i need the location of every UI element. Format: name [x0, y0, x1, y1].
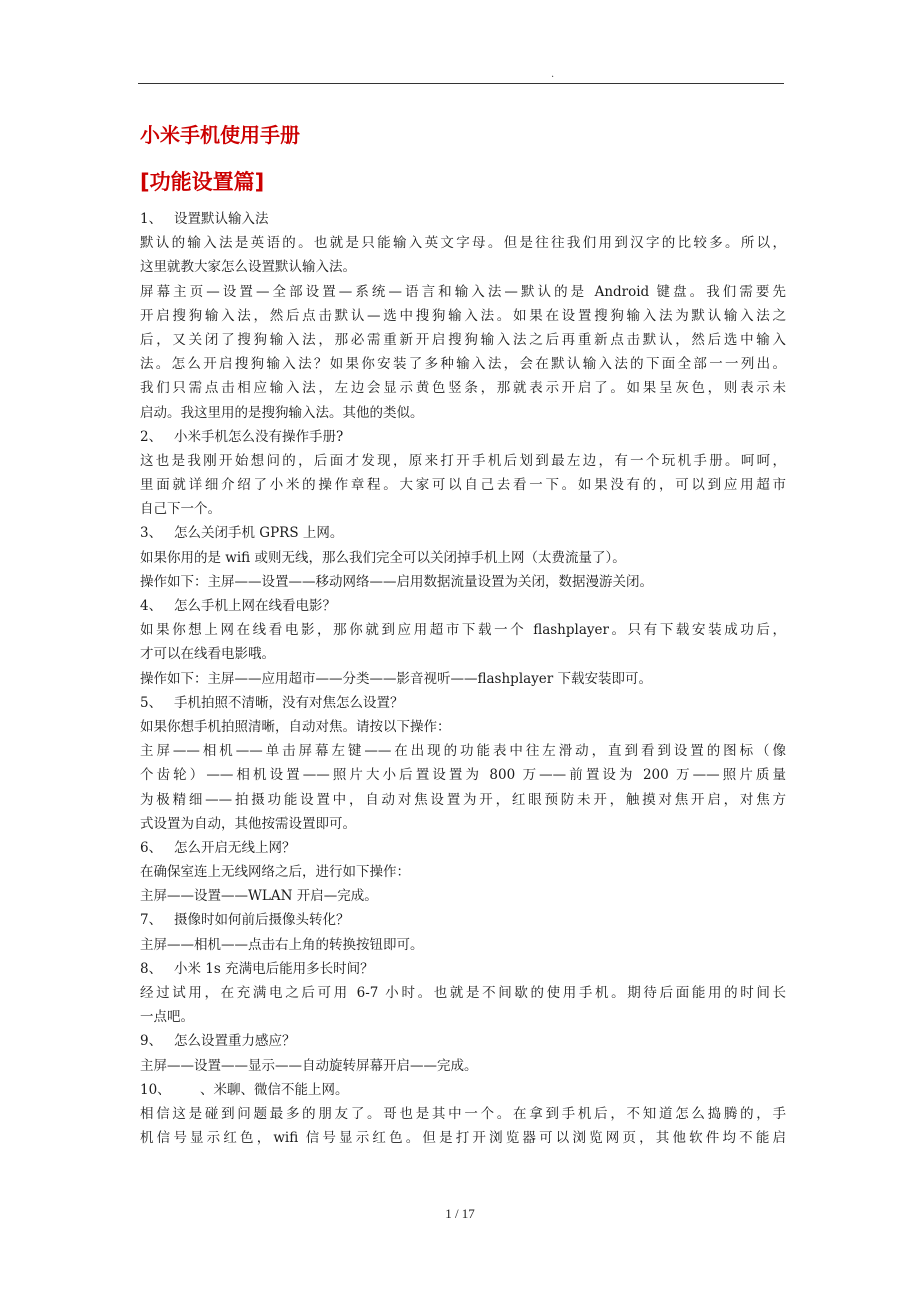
question-number: 8、 [140, 960, 163, 977]
paragraph-line: 主屏——设置——WLAN 开启—完成。 [140, 888, 378, 905]
question-text: 、米聊、微信不能上网。 [200, 1081, 349, 1098]
section-title: [功能设置篇] [140, 170, 265, 194]
paragraph-line: 主屏——设置——显示——自动旋转屏幕开启——完成。 [140, 1057, 478, 1074]
question-heading [140, 908, 786, 932]
question-number: 6、 [140, 839, 163, 856]
question-text: 怎么设置重力感应？ [174, 1033, 296, 1050]
paragraph-line: 我们只需点击相应输入法，左边会显示黄色竖条，那就表示开启了。如果呈灰色，则表示未 [140, 380, 786, 397]
question-heading [140, 1078, 786, 1102]
paragraph-line: 自己下一个。 [140, 501, 221, 518]
question-text: 怎么手机上网在线看电影？ [174, 598, 336, 614]
question-number: 10、 [140, 1081, 171, 1098]
question-text: 怎么开启无线上网？ [174, 839, 296, 856]
question-number: 5、 [140, 694, 163, 711]
question-number: 7、 [140, 912, 163, 929]
page-indicator: 1 / 17 [445, 1206, 475, 1221]
question-heading [140, 425, 786, 449]
paragraph-line: 操作如下：主屏——应用超市——分类——影音视听——flashplayer 下载安装即可。 [140, 670, 653, 687]
paragraph-line: 主屏——相机——点击右上角的转换按钮即可。 [140, 936, 424, 953]
question-number: 9、 [140, 1033, 163, 1050]
paragraph-line: 开启搜狗输入法，然后点击默认—选中搜狗输入法。如果在设置搜狗输入法为默认输入法之 [140, 307, 786, 324]
paragraph-line: 后，又关闭了搜狗输入法，那必需重新开启搜狗输入法之后再重新点击默认，然后选中输入 [140, 331, 786, 348]
paragraph-line: 个齿轮）——相机设置——照片大小后置设置为 800 万——前置设为 200 万——照片质量 [140, 767, 786, 784]
question-heading [140, 207, 786, 231]
paragraph-line: 屏幕主页—设置—全部设置—系统—语言和输入法—默认的是 Android 键盘。我们需要先 [140, 283, 786, 300]
question-text: 小米 1s 充满电后能用多长时间？ [174, 960, 374, 977]
question-heading [140, 691, 786, 715]
question-heading [140, 957, 786, 981]
paragraph-line: 相信这是碰到问题最多的朋友了。哥也是其中一个。在拿到手机后，不知道怎么捣腾的，手 [140, 1105, 786, 1122]
paragraph-line: 经过试用，在充满电之后可用 6-7 小时。也就是不间歇的使用手机。期待后面能用的时间长 [140, 985, 786, 1001]
paragraph-line: 默认的输入法是英语的。也就是只能输入英文字母。但是往往我们用到汉字的比较多。所以， [140, 235, 786, 252]
question-heading [140, 521, 786, 545]
question-number: 2、 [140, 428, 163, 445]
question-heading [140, 836, 786, 860]
paragraph-line: 法。怎么开启搜狗输入法？如果你安装了多种输入法，会在默认输入法的下面全部一一列出。 [140, 356, 786, 373]
paragraph-line: 这里就教大家怎么设置默认输入法。 [140, 259, 356, 276]
question-number: 3、 [140, 525, 163, 542]
document-title: 小米手机使用手册 [140, 123, 300, 147]
paragraph-line: 一点吧。 [140, 1009, 194, 1026]
paragraph-line: 主屏——相机——单击屏幕左键——在出现的功能表中往左滑动，直到看到设置的图标（像 [140, 743, 786, 760]
paragraph-line: 机信号显示红色，wifi 信号显示红色。但是打开浏览器可以浏览网页，其他软件均不能启 [140, 1130, 786, 1147]
question-text: 怎么关闭手机 GPRS 上网。 [174, 525, 344, 542]
paragraph-line: 里面就详细介绍了小米的操作章程。大家可以自己去看一下。如果没有的，可以到应用超市 [140, 477, 786, 494]
paragraph-line: 在确保室连上无线网络之后，进行如下操作： [140, 864, 410, 881]
paragraph-line: 为极精细——拍摄功能设置中，自动对焦设置为开，红眼预防未开，触摸对焦开启，对焦方 [140, 791, 786, 808]
paragraph-line: 如果你想上网在线看电影，那你就到应用超市下载一个 flashplayer。只有下载安装成功后， [140, 622, 786, 639]
paragraph-line: 如果你想手机拍照清晰，自动对焦。请按以下操作： [140, 718, 451, 735]
question-text: 摄像时如何前后摄像头转化？ [174, 912, 350, 929]
question-text: 设置默认输入法 [174, 211, 269, 227]
question-number: 1、 [140, 211, 163, 227]
paragraph-line: 操作如下：主屏——设置——移动网络——启用数据流量设置为关闭，数据漫游关闭。 [140, 573, 653, 590]
question-text: 手机拍照不清晰，没有对焦怎么设置？ [174, 694, 404, 711]
question-heading [140, 594, 786, 618]
paragraph-line: 才可以在线看电影哦。 [140, 646, 275, 663]
paragraph-line: 启动。我这里用的是搜狗输入法。其他的类似。 [140, 404, 424, 421]
header-dot: . [551, 69, 555, 80]
question-heading [140, 1029, 786, 1053]
document-body [140, 207, 786, 1150]
paragraph-line: 式设置为自动，其他按需设置即可。 [140, 815, 356, 832]
paragraph-line: 如果你用的是 wifi 或则无线，那么我们完全可以关闭掉手机上网（太费流量了）。 [140, 549, 626, 566]
header-rule [138, 83, 784, 84]
question-text: 小米手机怎么没有操作手册? [174, 428, 344, 445]
question-number: 4、 [140, 598, 163, 614]
paragraph-line: 这也是我刚开始想问的，后面才发现，原来打开手机后划到最左边，有一个玩机手册。呵呵， [140, 452, 786, 469]
